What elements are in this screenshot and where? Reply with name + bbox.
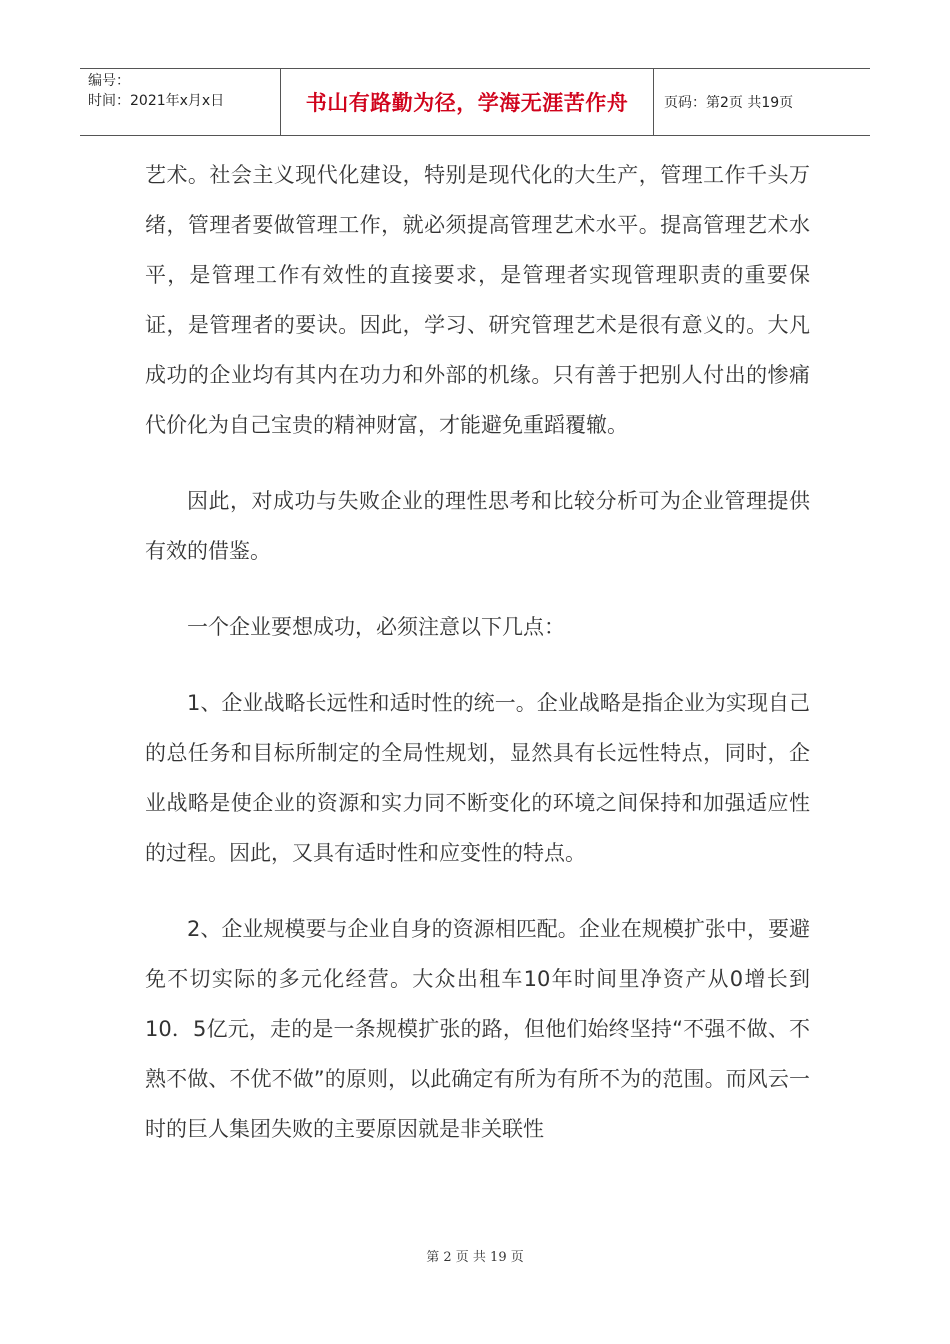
page-code-text: 页码：第2页 共19页	[664, 95, 794, 111]
paragraph: 1、企业战略长远性和适时性的统一。企业战略是指企业为实现自己的总任务和目标所制定的全局性规划，显然具有长远性特点，同时，企业战略是使企业的资源和实力同不断变化的环境之间保持和加强适应性的过程。因此，又具有适时性和应变性的特点。	[145, 691, 810, 865]
page-footer	[0, 1246, 950, 1265]
header-motto-cell	[281, 69, 654, 135]
paragraph: 一个企业要想成功，必须注意以下几点：	[187, 615, 565, 639]
paragraph: 2、企业规模要与企业自身的资源相匹配。企业在规模扩张中，要避免不切实际的多元化经营。大众出租车10年时间里净资产从0增长到10．5亿元，走的是一条规模扩张的路，但他们始终坚持“不强不做、不熟不做、不优不做”的原则，以此确定有所为有所不为的范围。而风云一时的巨人集团失败的主要原因就是非关联性	[145, 917, 810, 1141]
footer-page-number: 第 2 页 共 19 页	[426, 1250, 524, 1265]
paragraph: 艺术。社会主义现代化建设，特别是现代化的大生产，管理工作千头万绪，管理者要做管理工作，就必须提高管理艺术水平。提高管理艺术水平，是管理工作有效性的直接要求，是管理者实现管理职责的重要保证，是管理者的要诀。因此，学习、研究管理艺术是很有意义的。大凡成功的企业均有其内在功力和外部的机缘。只有善于把别人付出的惨痛代价化为自己宝贵的精神财富，才能避免重蹈覆辙。	[145, 163, 810, 437]
paragraph: 因此，对成功与失败企业的理性思考和比较分析可为企业管理提供有效的借鉴。	[145, 489, 810, 563]
header-info-cell	[80, 69, 281, 135]
motto-text: 书山有路勤为径，学海无涯苦作舟	[305, 91, 629, 115]
header-table	[80, 68, 870, 136]
number-label: 编号：	[88, 73, 130, 89]
document-body	[145, 150, 810, 1154]
header-page-cell	[654, 69, 870, 135]
time-label: 时间：2021年x月x日	[88, 93, 225, 109]
